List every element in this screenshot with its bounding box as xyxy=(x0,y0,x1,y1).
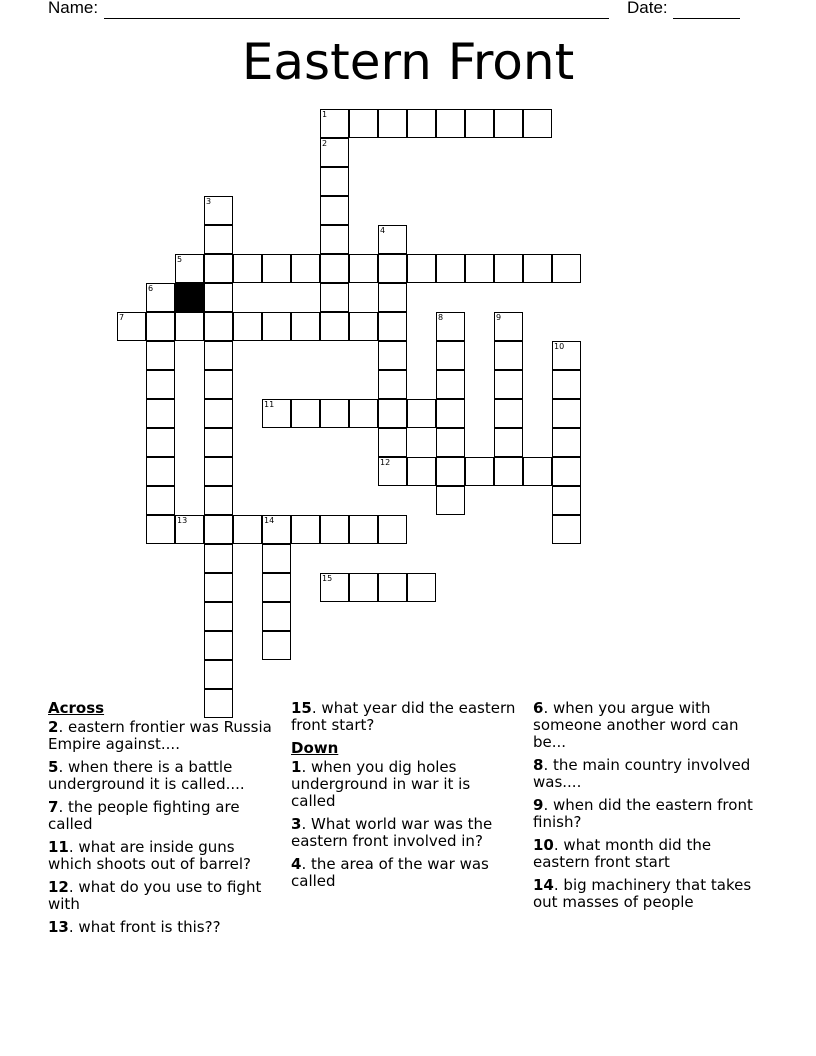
grid-cell[interactable] xyxy=(204,341,233,370)
grid-cell[interactable] xyxy=(146,341,175,370)
grid-cell[interactable] xyxy=(378,254,407,283)
clue-num: 8 xyxy=(533,756,544,774)
grid-cell[interactable] xyxy=(204,631,233,660)
grid-cell[interactable] xyxy=(349,399,378,428)
grid-cell[interactable] xyxy=(146,486,175,515)
clue-number: 11 xyxy=(264,400,275,409)
clues-column-1 xyxy=(48,700,280,942)
down-clue-4: 4. the area of the war was called xyxy=(291,855,489,890)
grid-cell[interactable] xyxy=(465,457,494,486)
grid-cell[interactable] xyxy=(494,457,523,486)
clue-text: when did the eastern front finish? xyxy=(533,796,753,831)
grid-cell[interactable] xyxy=(291,515,320,544)
grid-cell[interactable] xyxy=(436,341,465,370)
grid-cell[interactable] xyxy=(320,196,349,225)
clue-number: 9 xyxy=(496,313,502,322)
clue-num: 11 xyxy=(48,838,69,856)
grid-cell[interactable] xyxy=(233,254,262,283)
grid-cell[interactable] xyxy=(204,225,233,254)
grid-cell[interactable] xyxy=(349,573,378,602)
grid-cell[interactable] xyxy=(494,341,523,370)
grid-cell[interactable] xyxy=(262,602,291,631)
date-label: Date: xyxy=(627,0,668,17)
grid-cell[interactable] xyxy=(320,515,349,544)
clue-text: the people fighting are called xyxy=(48,798,240,833)
grid-cell[interactable] xyxy=(320,283,349,312)
grid-cell[interactable] xyxy=(523,254,552,283)
grid-cell[interactable] xyxy=(204,370,233,399)
clues-column-3 xyxy=(533,700,768,917)
grid-cell[interactable] xyxy=(320,225,349,254)
black-cell xyxy=(175,283,204,312)
grid-cell[interactable] xyxy=(552,254,581,283)
clue-num: 14 xyxy=(533,876,554,894)
clue-text: what year did the eastern front start? xyxy=(291,699,516,734)
grid-cell[interactable] xyxy=(523,457,552,486)
clue-text: when you argue with someone another word can be... xyxy=(533,699,739,751)
grid-cell[interactable] xyxy=(349,515,378,544)
grid-cell[interactable] xyxy=(262,573,291,602)
down-clue-1: 1. when you dig holes underground in war it is called xyxy=(291,758,471,810)
grid-cell[interactable] xyxy=(175,312,204,341)
clue-number: 7 xyxy=(119,313,125,322)
grid-cell[interactable] xyxy=(378,515,407,544)
down-clue-14: 14. big machinery that takes out masses of people xyxy=(533,876,752,911)
across-clue-13: 13. what front is this?? xyxy=(48,918,221,936)
grid-cell[interactable] xyxy=(407,457,436,486)
grid-cell[interactable] xyxy=(204,457,233,486)
clue-number: 14 xyxy=(264,516,275,525)
grid-cell[interactable] xyxy=(349,312,378,341)
grid-cell[interactable] xyxy=(378,399,407,428)
grid-cell[interactable] xyxy=(407,573,436,602)
grid-cell[interactable] xyxy=(262,254,291,283)
clue-text: when there is a battle underground it is called.... xyxy=(48,758,245,793)
clue-num: 10 xyxy=(533,836,554,854)
grid-cell[interactable] xyxy=(436,486,465,515)
grid-cell[interactable] xyxy=(378,283,407,312)
across-clue-7: 7. the people fighting are called xyxy=(48,798,240,833)
grid-cell[interactable] xyxy=(378,312,407,341)
grid-cell[interactable] xyxy=(494,399,523,428)
grid-cell[interactable] xyxy=(552,515,581,544)
clue-number: 1 xyxy=(322,110,328,119)
clue-text: What world war was the eastern front involved in? xyxy=(291,815,493,850)
clue-text: big machinery that takes out masses of people xyxy=(533,876,752,911)
grid-cell[interactable] xyxy=(494,370,523,399)
grid-cell[interactable] xyxy=(436,428,465,457)
grid-cell[interactable] xyxy=(523,109,552,138)
grid-cell[interactable] xyxy=(146,312,175,341)
down-clue-10: 10. what month did the eastern front start xyxy=(533,836,712,871)
grid-cell[interactable] xyxy=(204,254,233,283)
grid-cell[interactable] xyxy=(494,254,523,283)
grid-cell[interactable] xyxy=(407,399,436,428)
clue-number: 6 xyxy=(148,284,154,293)
clue-num: 6 xyxy=(533,699,544,717)
clue-text: when you dig holes underground in war it is called xyxy=(291,758,471,810)
grid-cell[interactable] xyxy=(349,109,378,138)
grid-cell[interactable] xyxy=(320,312,349,341)
grid-cell[interactable] xyxy=(146,370,175,399)
across-clue-15: 15. what year did the eastern front start? xyxy=(291,699,516,734)
across-heading: Across xyxy=(48,699,105,717)
page-title: Eastern Front xyxy=(241,33,575,91)
grid-cell[interactable] xyxy=(552,457,581,486)
clue-text: eastern frontier was Russia Empire against.... xyxy=(48,718,272,753)
across-clue-12: 12. what do you use to fight with xyxy=(48,878,262,913)
grid-cell[interactable] xyxy=(378,109,407,138)
grid-cell[interactable] xyxy=(378,573,407,602)
grid-cell[interactable] xyxy=(320,399,349,428)
clue-number: 4 xyxy=(380,226,386,235)
grid-cell[interactable] xyxy=(204,602,233,631)
grid-cell[interactable] xyxy=(204,515,233,544)
clue-num: 15 xyxy=(291,699,312,717)
clue-number: 13 xyxy=(177,516,188,525)
clue-num: 2 xyxy=(48,718,59,736)
grid-cell[interactable] xyxy=(407,109,436,138)
grid-cell[interactable] xyxy=(204,283,233,312)
clue-num: 9 xyxy=(533,796,544,814)
across-clue-2: 2. eastern frontier was Russia Empire against.... xyxy=(48,718,272,753)
grid-cell[interactable] xyxy=(320,254,349,283)
clues-column-2 xyxy=(291,700,516,896)
clue-text: what front is this?? xyxy=(78,918,221,936)
grid-cell[interactable] xyxy=(552,486,581,515)
clue-number: 3 xyxy=(206,197,212,206)
down-heading: Down xyxy=(291,739,339,757)
grid-cell[interactable] xyxy=(233,312,262,341)
grid-cell[interactable] xyxy=(436,399,465,428)
clue-num: 12 xyxy=(48,878,69,896)
grid-cell[interactable] xyxy=(204,312,233,341)
grid-cell[interactable] xyxy=(407,254,436,283)
grid-cell[interactable] xyxy=(349,254,378,283)
grid-cell[interactable] xyxy=(494,109,523,138)
grid-cell[interactable] xyxy=(204,428,233,457)
clue-num: 7 xyxy=(48,798,59,816)
clue-text: the area of the war was called xyxy=(291,855,489,890)
clue-number: 10 xyxy=(554,342,565,351)
clue-number: 8 xyxy=(438,313,444,322)
down-clue-8: 8. the main country involved was.... xyxy=(533,756,751,791)
grid-cell[interactable] xyxy=(378,370,407,399)
grid-cell[interactable] xyxy=(204,399,233,428)
grid-cell[interactable] xyxy=(146,428,175,457)
grid-cell[interactable] xyxy=(552,370,581,399)
grid-cell[interactable] xyxy=(494,428,523,457)
grid-cell[interactable] xyxy=(552,428,581,457)
across-clue-11: 11. what are inside guns which shoots out of barrel? xyxy=(48,838,251,873)
grid-cell[interactable] xyxy=(204,573,233,602)
clue-number: 5 xyxy=(177,255,183,264)
clue-num: 13 xyxy=(48,918,69,936)
down-clue-9: 9. when did the eastern front finish? xyxy=(533,796,753,831)
grid-cell[interactable] xyxy=(146,399,175,428)
clue-text: what are inside guns which shoots out of barrel? xyxy=(48,838,251,873)
clue-number: 15 xyxy=(322,574,333,583)
clue-text: the main country involved was.... xyxy=(533,756,751,791)
grid-cell[interactable] xyxy=(262,312,291,341)
down-clue-6: 6. when you argue with someone another word can be... xyxy=(533,699,739,751)
grid-cell[interactable] xyxy=(436,370,465,399)
grid-cell[interactable] xyxy=(552,399,581,428)
clue-text: what month did the eastern front start xyxy=(533,836,712,871)
clue-num: 4 xyxy=(291,855,302,873)
name-label: Name: xyxy=(48,0,99,17)
grid-cell[interactable] xyxy=(291,312,320,341)
clue-number: 2 xyxy=(322,139,328,148)
clue-number: 12 xyxy=(380,458,391,467)
grid-cell[interactable] xyxy=(233,515,262,544)
clue-num: 1 xyxy=(291,758,302,776)
grid-cell[interactable] xyxy=(204,544,233,573)
grid-cell[interactable] xyxy=(378,341,407,370)
down-clue-3: 3. What world war was the eastern front involved in? xyxy=(291,815,493,850)
grid-cell[interactable] xyxy=(320,167,349,196)
grid-cell[interactable] xyxy=(262,544,291,573)
grid-cell[interactable] xyxy=(204,660,233,689)
grid-cell[interactable] xyxy=(204,486,233,515)
clue-num: 5 xyxy=(48,758,59,776)
grid-cell[interactable] xyxy=(262,631,291,660)
grid-cell[interactable] xyxy=(146,515,175,544)
across-clue-5: 5. when there is a battle underground it is called.... xyxy=(48,758,245,793)
grid-cell[interactable] xyxy=(436,254,465,283)
grid-cell[interactable] xyxy=(465,254,494,283)
grid-cell[interactable] xyxy=(146,457,175,486)
clue-num: 3 xyxy=(291,815,302,833)
grid-cell[interactable] xyxy=(378,428,407,457)
grid-cell[interactable] xyxy=(465,109,494,138)
clue-text: what do you use to fight with xyxy=(48,878,262,913)
grid-cell[interactable] xyxy=(436,109,465,138)
grid-cell[interactable] xyxy=(436,457,465,486)
grid-cell[interactable] xyxy=(291,399,320,428)
grid-cell[interactable] xyxy=(291,254,320,283)
